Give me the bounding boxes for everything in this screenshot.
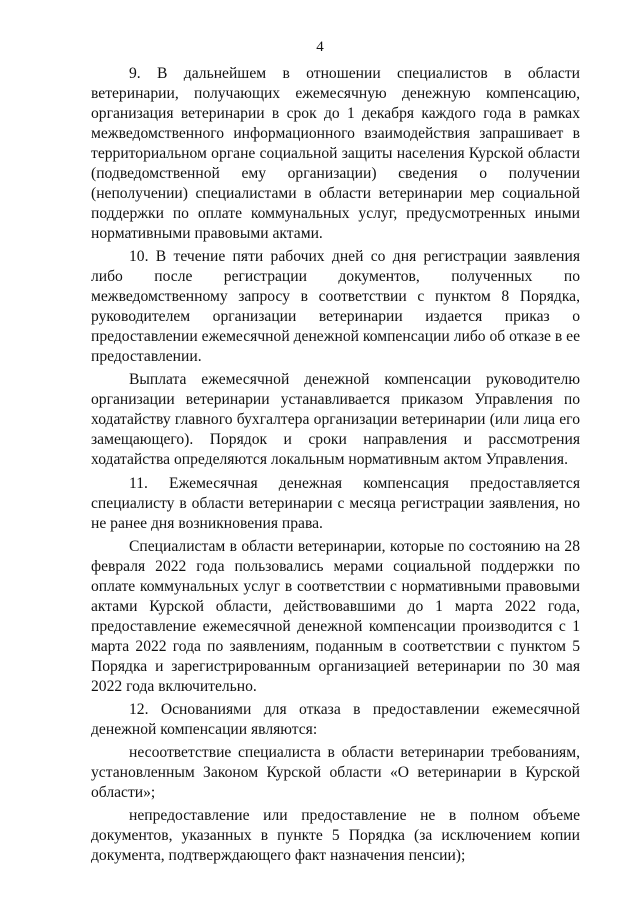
paragraph-item-11: 11. Ежемесячная денежная компенсация предоставляется специалисту в области ветеринарии с месяца регистрации заявления, но не ранее дня возникновения права.	[91, 474, 580, 532]
paragraph-transitional-provision: Специалистам в области ветеринарии, которые по состоянию на 28 февраля 2022 года пользовались мерами социальной поддержки по оплате коммунальных услуг в соответствии с нормативными правовыми актами Курской области, действовавшими до 1 марта 2022 года, предоставление ежемесячной денежной компенсации производится с 1 марта 2022 года по заявлениям, поданным в соответствии с пунктом 5 Порядка и зарегистрированным организацией ветеринарии по 30 мая 2022 года включительно.	[91, 537, 580, 695]
paragraph-item-10: 10. В течение пяти рабочих дней со дня регистрации заявления либо после регистрации документов, полученных по межведомственному запросу в соответствии с пунктом 8 Порядка, руководителем организации ветеринарии издается приказ о предоставлении ежемесячной денежной компенсации либо об отказе в ее предоставлении.	[91, 248, 580, 366]
paragraph-refusal-ground-2: непредоставление или предоставление не в полном объеме документов, указанных в пункте 5 Порядка (за исключением копии документа, подтверждающего факт назначения пенсии);	[91, 807, 580, 865]
paragraph-item-12: 12. Основаниями для отказа в предоставлении ежемесячной денежной компенсации являются:	[91, 700, 580, 738]
paragraph-refusal-ground-1: несоответствие специалиста в области ветеринарии требованиям, установленным Законом Курской области «О ветеринарии в Курской области»;	[91, 744, 580, 802]
paragraph-payment-to-head: Выплата ежемесячной денежной компенсации руководителю организации ветеринарии устанавливается приказом Управления по ходатайству главного бухгалтера организации ветеринарии (или лица его замещающего). Порядок и сроки направления и рассмотрения ходатайства определяются локальным нормативным актом Управления.	[91, 371, 580, 469]
paragraph-item-9: 9. В дальнейшем в отношении специалистов в области ветеринарии, получающих ежемесячную денежную компенсацию, организация ветеринарии в срок до 1 декабря каждого года в рамках межведомственного информационного взаимодействия запрашивает в территориальном органе социальной защиты населения Курской области (подведомственной ему организации) сведения о получении (неполучении) специалистами в области ветеринарии мер социальной поддержки по оплате коммунальных услуг, предусмотренных иными нормативными правовыми актами.	[91, 65, 580, 242]
page-number: 4	[316, 39, 324, 55]
document-body	[91, 64, 580, 870]
